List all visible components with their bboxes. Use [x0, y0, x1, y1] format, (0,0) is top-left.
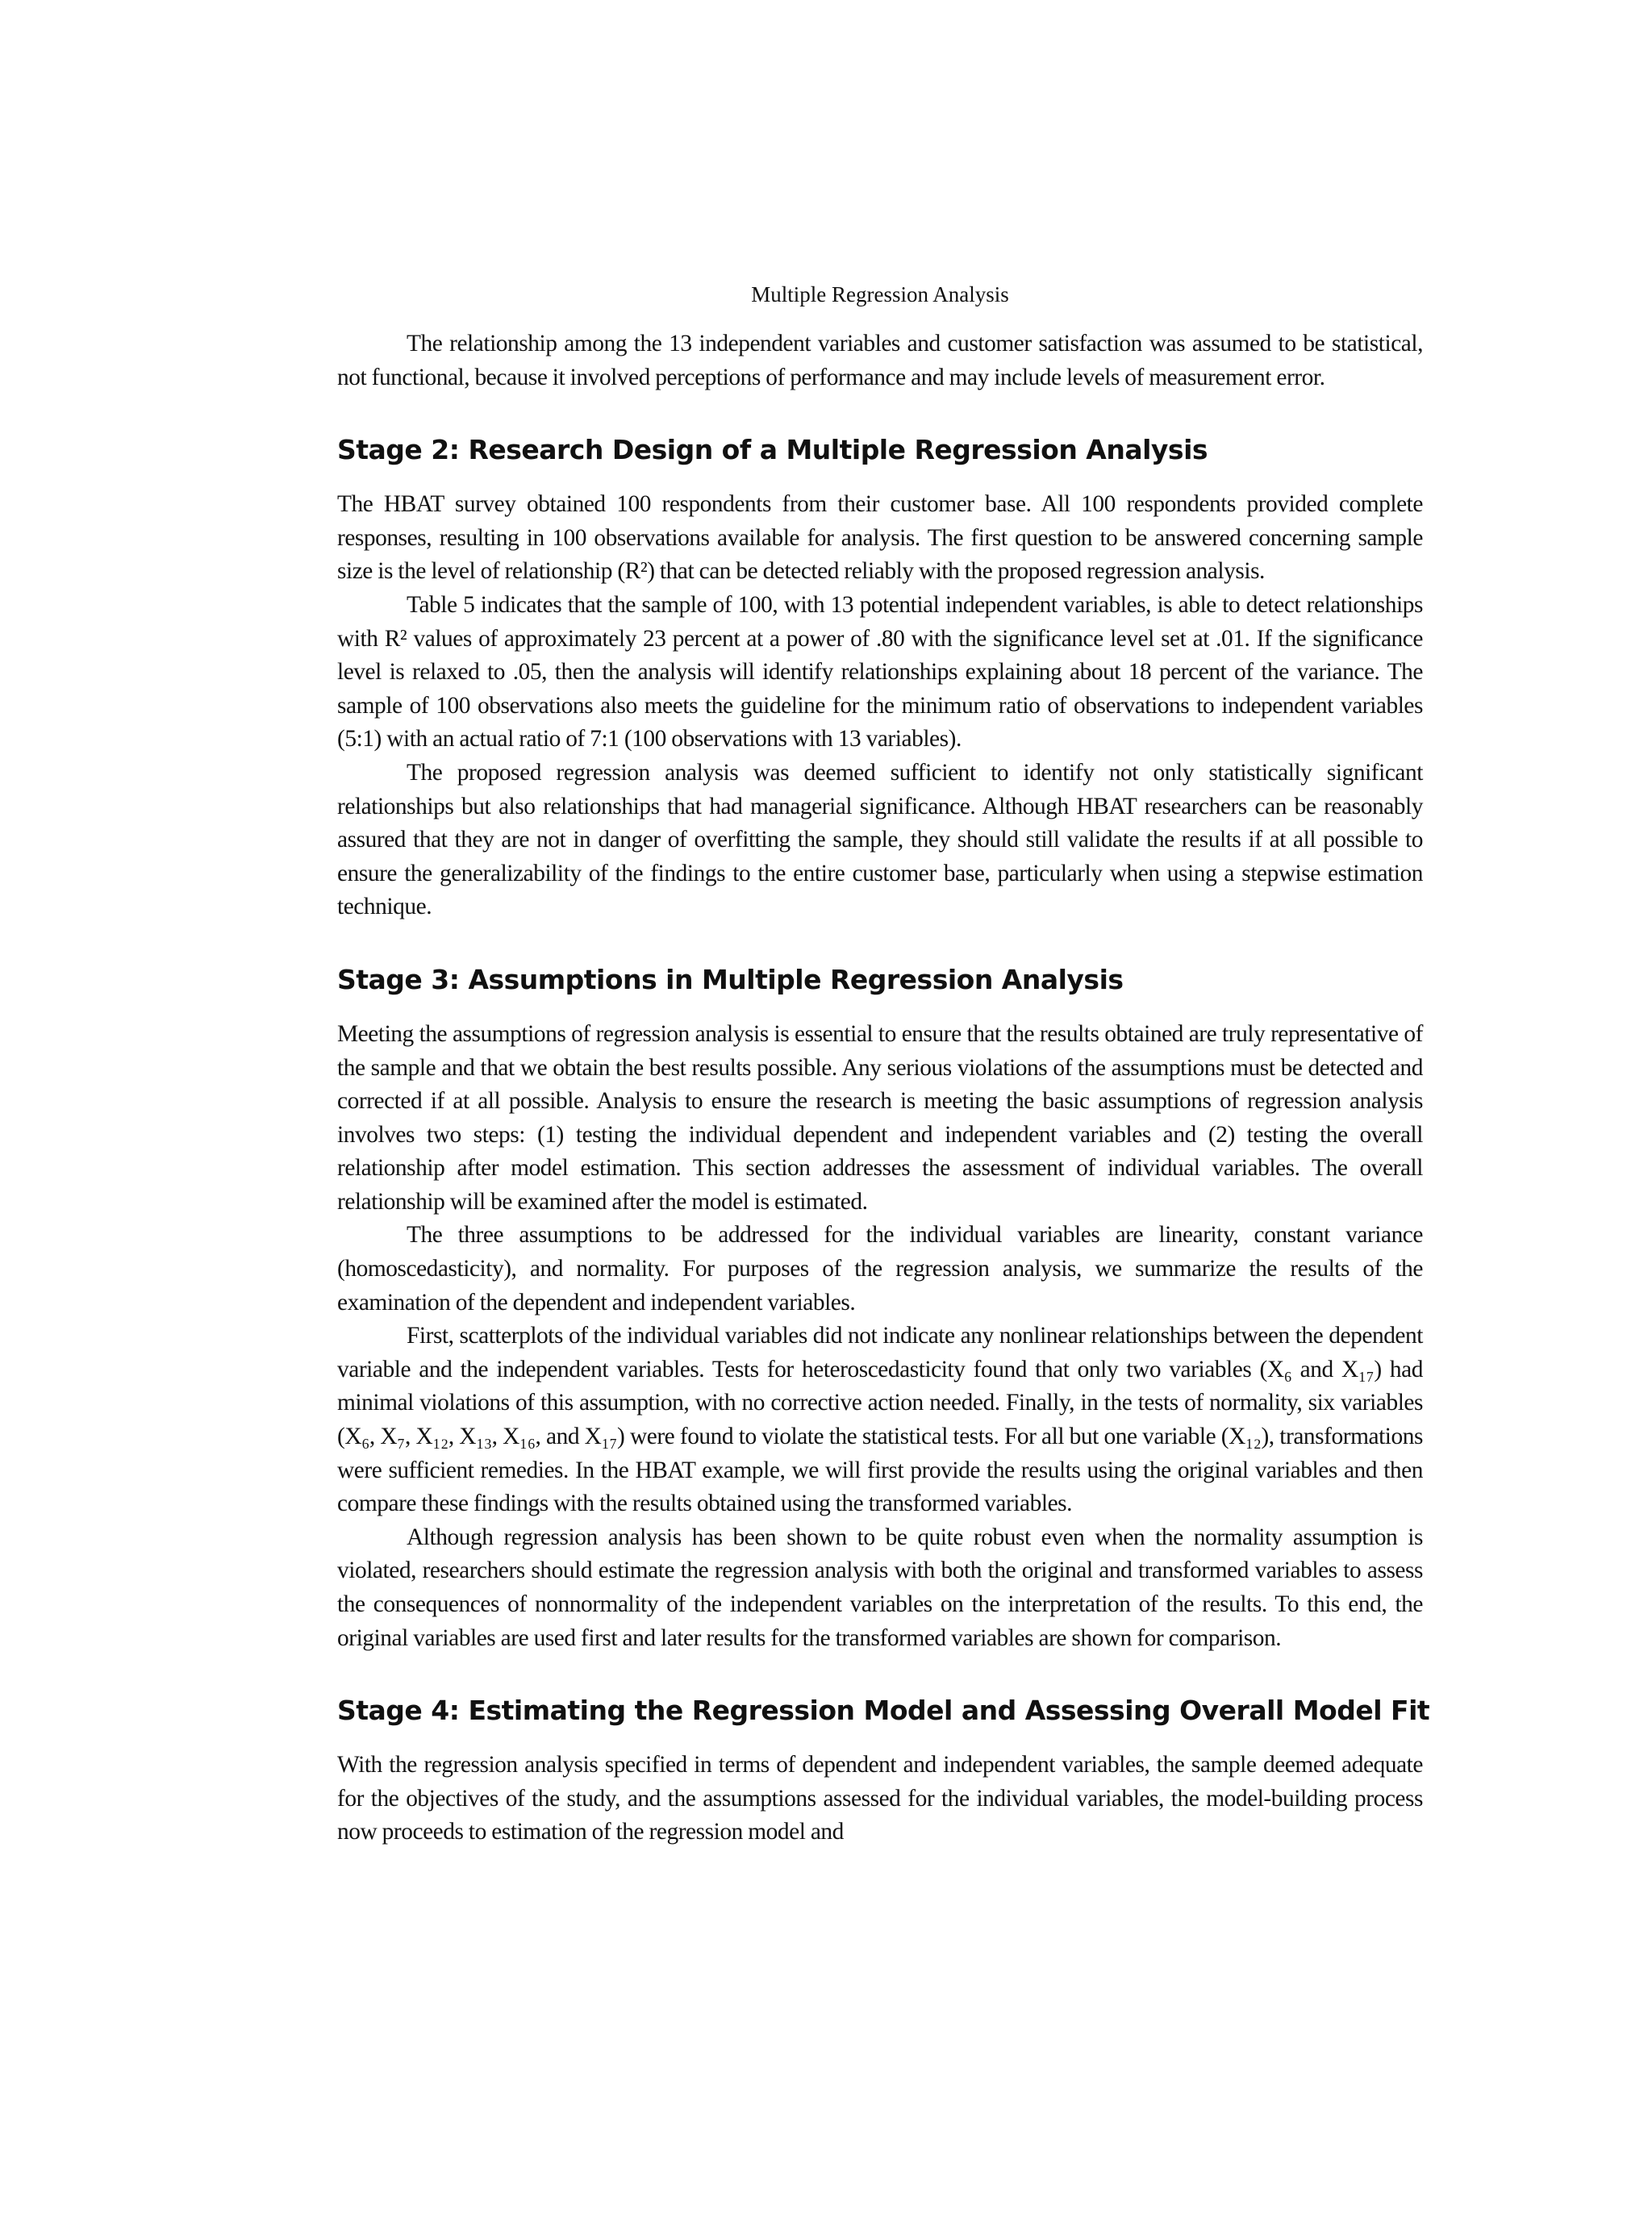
paragraph: Although regression analysis has been shown to be quite robust even when the normality assumption is violated, researchers should estimate the regression analysis with both the original and transformed variables to assess the consequences of nonnormality of the independent variables on the interpretation of the results. To this end, the original variables are used first and later results for the transformed variables are shown for comparison.: [337, 1524, 1423, 1651]
running-head: Multiple Regression Analysis: [751, 282, 1009, 306]
section-heading-stage-4: Stage 4: Estimating the Regression Model and Assessing Overall Model Fit: [337, 1695, 1430, 1727]
paragraph: With the regression analysis specified in terms of dependent and independent variables, the sample deemed adequate for the objectives of the study, and the assumptions assessed for the individual variables, the model-building process now proceeds to estimation of the regression model and: [337, 1752, 1423, 1845]
document-page: [337, 282, 1430, 1849]
intro-paragraph: The relationship among the 13 independent variables and customer satisfaction was assumed to be statistical, not functional, because it involved perceptions of performance and may include levels of measurement error.: [337, 331, 1423, 390]
paragraph: First, scatterplots of the individual variables did not indicate any nonlinear relationships between the dependent variable and the independent variables. Tests for heteroscedasticity found that only two variables (X₆ and X₁₇) had minimal violations of this assumption, with no corrective action needed. Finally, in the tests of normality, six variables (X₆, X₇, X₁₂, X₁₃, X₁₆, and X₁₇) were found to violate the statistical tests. For all but one variable (X₁₂), transformations were sufficient remedies. In the HBAT example, we will first provide the results using the original variables and then compare these findings with the results obtained using the transformed variables.: [337, 1323, 1423, 1517]
paragraph: Table 5 indicates that the sample of 100, with 13 potential independent variables, is able to detect relationships with R² values of approximately 23 percent at a power of .80 with the significance level set at .01. If the significance level is relaxed to .05, then the analysis will identify relationships explaining about 18 percent of the variance. The sample of 100 observations also meets the guideline for the minimum ratio of observations to independent variables (5:1) with an actual ratio of 7:1 (100 observations with 13 variables).: [337, 591, 1423, 753]
paragraph: The proposed regression analysis was deemed sufficient to identify not only statistically significant relationships but also relationships that had managerial significance. Although HBAT researchers can be reasonably assured that they are not in danger of overfitting the sample, they should still validate the results if at all possible to ensure the generalizability of the findings to the entire customer base, particularly when using a stepwise estimation technique.: [337, 759, 1423, 920]
paragraph: Meeting the assumptions of regression analysis is essential to ensure that the results obtained are truly representative of the sample and that we obtain the best results possible. Any serious violations of the assumptions must be detected and corrected if at all possible. Analysis to ensure the research is meeting the basic assumptions of regression analysis involves two steps: (1) testing the individual dependent and independent variables and (2) testing the overall relationship after model estimation. This section addresses the assessment of individual variables. The overall relationship will be examined after the model is estimated.: [337, 1020, 1423, 1215]
section-heading-stage-2: Stage 2: Research Design of a Multiple Regression Analysis: [337, 434, 1208, 466]
section-heading-stage-3: Stage 3: Assumptions in Multiple Regression Analysis: [337, 963, 1124, 995]
paragraph: The HBAT survey obtained 100 respondents from their customer base. All 100 respondents provided complete responses, resulting in 100 observations available for analysis. The first question to be answered concerning sample size is the level of relationship (R²) that can be detected reliably with the proposed regression analysis.: [337, 491, 1423, 585]
paragraph: The three assumptions to be addressed for the individual variables are linearity, constant variance (homoscedasticity), and normality. For purposes of the regression analysis, we summarize the results of the examination of the dependent and independent variables.: [337, 1222, 1423, 1316]
